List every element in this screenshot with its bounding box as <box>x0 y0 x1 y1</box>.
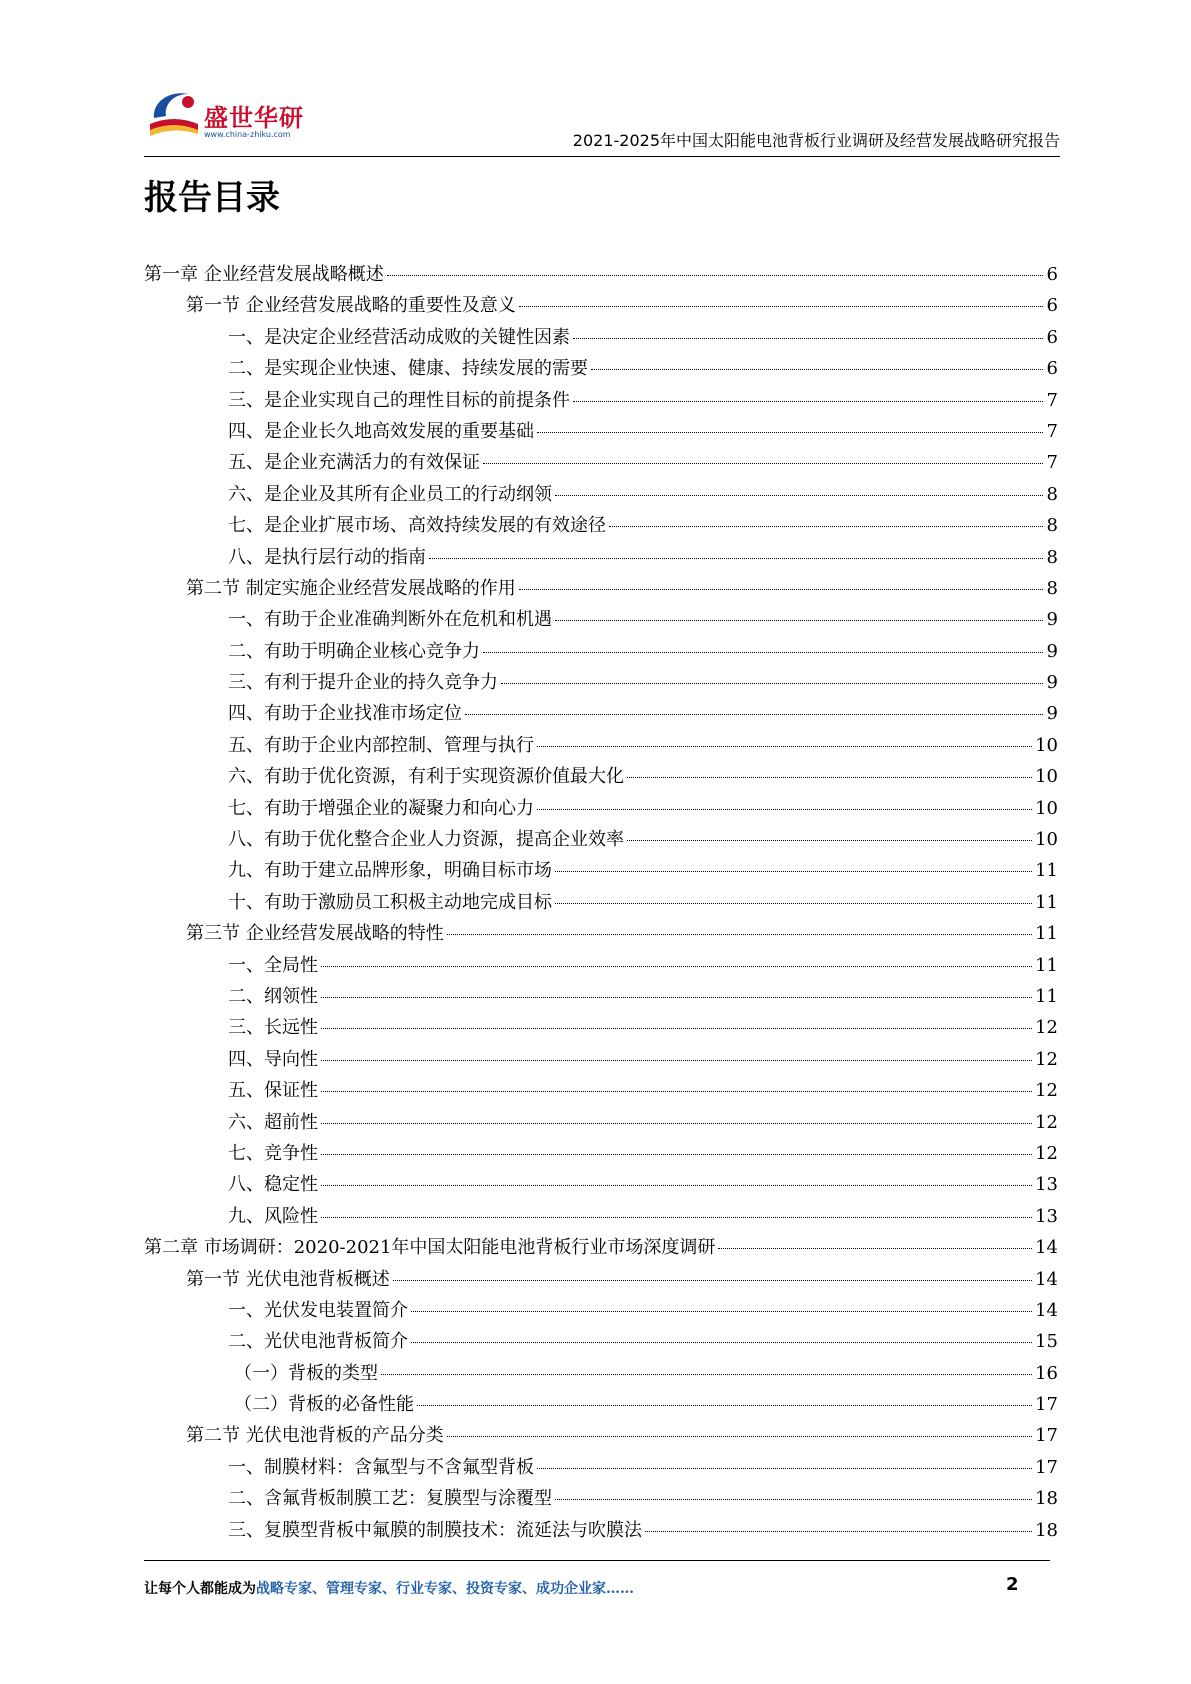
toc-entry-page: 13 <box>1035 1174 1058 1196</box>
toc-entry-page: 17 <box>1035 1394 1058 1416</box>
toc-dot-leader <box>381 1374 1032 1375</box>
toc-entry[interactable] <box>144 919 1058 950</box>
toc-entry-title: 四、是企业长久地高效发展的重要基础 <box>228 420 534 442</box>
toc-entry-page: 9 <box>1046 672 1058 694</box>
toc-entry-page: 12 <box>1035 1142 1058 1164</box>
logo-emblem-icon <box>144 84 204 144</box>
toc-entry-title: 六、是企业及其所有企业员工的行动纲领 <box>228 483 552 505</box>
toc-entry-title: 九、有助于建立品牌形象，明确目标市场 <box>228 860 552 882</box>
toc-entry[interactable] <box>144 1516 1058 1547</box>
toc-entry-page: 12 <box>1035 1111 1058 1133</box>
header-divider <box>144 156 1060 157</box>
toc-dot-leader <box>555 871 1032 872</box>
toc-entry-title: 八、是执行层行动的指南 <box>228 546 426 568</box>
toc-entry[interactable] <box>144 1327 1058 1358</box>
toc-entry-title: 一、有助于企业准确判断外在危机和机遇 <box>228 609 552 631</box>
toc-entry[interactable] <box>144 1202 1058 1233</box>
page-number: 2 <box>1006 1574 1019 1595</box>
toc-entry[interactable] <box>144 1359 1058 1390</box>
toc-entry[interactable] <box>144 1013 1058 1044</box>
toc-entry[interactable] <box>144 699 1058 730</box>
toc-entry-page: 17 <box>1035 1456 1058 1478</box>
toc-entry-page: 11 <box>1035 985 1058 1007</box>
toc-entry[interactable] <box>144 1484 1058 1515</box>
toc-entry-title: 二、是实现企业快速、健康、持续发展的需要 <box>228 358 588 380</box>
toc-entry-page: 11 <box>1035 860 1058 882</box>
toc-entry[interactable] <box>144 511 1058 542</box>
toc-entry[interactable] <box>144 480 1058 511</box>
toc-entry-page: 11 <box>1035 923 1058 945</box>
toc-entry-title: 一、是决定企业经营活动成败的关键性因素 <box>228 326 570 348</box>
toc-entry-page: 8 <box>1046 483 1058 505</box>
footer-divider <box>144 1560 1050 1561</box>
toc-dot-leader <box>321 1028 1032 1029</box>
toc-entry[interactable] <box>144 731 1058 762</box>
toc-entry-page: 11 <box>1035 954 1058 976</box>
toc-entry-title: （一）背板的类型 <box>234 1362 378 1384</box>
toc-entry-title: 六、超前性 <box>228 1111 318 1133</box>
toc-entry[interactable] <box>144 1233 1058 1264</box>
toc-dot-leader <box>321 1217 1032 1218</box>
logo-name: 盛世华研 <box>204 104 304 132</box>
toc-entry-page: 12 <box>1035 1080 1058 1102</box>
toc-dot-leader <box>537 432 1043 433</box>
toc-entry-title: 八、有助于优化整合企业人力资源，提高企业效率 <box>228 829 624 851</box>
toc-entry-title: 第三节 企业经营发展战略的特性 <box>186 923 444 945</box>
page-footer <box>144 1578 1024 1598</box>
toc-entry[interactable] <box>144 1421 1058 1452</box>
toc-entry-page: 8 <box>1046 515 1058 537</box>
toc-dot-leader <box>519 306 1043 307</box>
toc-entry-title: 第二章 市场调研：2020-2021年中国太阳能电池背板行业市场深度调研 <box>144 1237 716 1259</box>
toc-entry[interactable] <box>144 417 1058 448</box>
toc-entry-page: 12 <box>1035 1048 1058 1070</box>
toc-entry-page: 14 <box>1035 1237 1058 1259</box>
toc-entry[interactable] <box>144 637 1058 668</box>
toc-entry-page: 16 <box>1035 1362 1058 1384</box>
toc-entry-title: 二、纲领性 <box>228 985 318 1007</box>
toc-entry-page: 7 <box>1046 420 1058 442</box>
toc-dot-leader <box>417 1405 1032 1406</box>
toc-entry-title: 一、全局性 <box>228 954 318 976</box>
toc-entry-page: 18 <box>1035 1488 1058 1510</box>
toc-entry-title: 一、光伏发电装置简介 <box>228 1299 408 1321</box>
toc-entry-title: 五、有助于企业内部控制、管理与执行 <box>228 734 534 756</box>
toc-entry[interactable] <box>144 982 1058 1013</box>
toc-entry[interactable] <box>144 1108 1058 1139</box>
toc-entry[interactable] <box>144 1390 1058 1421</box>
toc-dot-leader <box>537 746 1032 747</box>
toc-entry-page: 8 <box>1046 577 1058 599</box>
toc-entry[interactable] <box>144 574 1058 605</box>
toc-entry-title: 第二节 光伏电池背板的产品分类 <box>186 1425 444 1447</box>
toc-entry-title: 六、有助于优化资源，有利于实现资源价值最大化 <box>228 766 624 788</box>
toc-entry-page: 10 <box>1035 734 1058 756</box>
toc-dot-leader <box>321 997 1032 998</box>
toc-dot-leader <box>519 589 1043 590</box>
footer-slogan-prefix: 让每个人都能成为 <box>144 1581 256 1597</box>
toc-entry[interactable] <box>144 794 1058 825</box>
toc-entry-page: 9 <box>1046 640 1058 662</box>
toc-entry-title: 七、竞争性 <box>228 1142 318 1164</box>
toc-entry[interactable] <box>144 605 1058 636</box>
toc-entry-page: 6 <box>1046 264 1058 285</box>
toc-entry-page: 10 <box>1035 797 1058 819</box>
toc-entry[interactable] <box>144 448 1058 479</box>
toc-dot-leader <box>321 1060 1032 1061</box>
toc-dot-leader <box>429 558 1043 559</box>
footer-slogan-roles: 战略专家、管理专家、行业专家、投资专家、成功企业家…… <box>256 1581 634 1597</box>
toc-entry-title: 三、有利于提升企业的持久竞争力 <box>228 672 498 694</box>
toc-entry-title: 第一节 企业经营发展战略的重要性及意义 <box>186 295 516 317</box>
toc-entry-title: 二、含氟背板制膜工艺：复膜型与涂覆型 <box>228 1488 552 1510</box>
toc-dot-leader <box>573 401 1043 402</box>
toc-entry[interactable] <box>144 291 1058 322</box>
toc-dot-leader <box>573 338 1043 339</box>
toc-dot-leader <box>321 966 1032 967</box>
toc-entry[interactable] <box>144 825 1058 856</box>
toc-entry-page: 13 <box>1035 1205 1058 1227</box>
toc-dot-leader <box>321 1091 1032 1092</box>
toc-entry-title: 第二节 制定实施企业经营发展战略的作用 <box>186 577 516 599</box>
toc-dot-leader <box>447 934 1032 935</box>
page-title: 报告目录 <box>144 178 280 218</box>
toc-dot-leader <box>555 620 1043 621</box>
toc-dot-leader <box>555 1499 1032 1500</box>
toc-entry-page: 10 <box>1035 829 1058 851</box>
toc-dot-leader <box>591 369 1043 370</box>
toc-entry-page: 18 <box>1035 1519 1058 1541</box>
toc-entry-page: 6 <box>1046 295 1058 317</box>
toc-entry-title: 四、有助于企业找准市场定位 <box>228 703 462 725</box>
toc-dot-leader <box>555 903 1032 904</box>
toc-dot-leader <box>411 1311 1032 1312</box>
toc-entry-title: 二、有助于明确企业核心竞争力 <box>228 640 480 662</box>
toc-entry[interactable] <box>144 1453 1058 1484</box>
toc-entry[interactable] <box>144 856 1058 887</box>
toc-entry[interactable] <box>144 1139 1058 1170</box>
toc-entry-title: 三、长远性 <box>228 1017 318 1039</box>
toc-entry[interactable] <box>144 1170 1058 1201</box>
toc-entry-title: 五、是企业充满活力的有效保证 <box>228 452 480 474</box>
toc-entry-title: 四、导向性 <box>228 1048 318 1070</box>
toc-entry-title: 二、光伏电池背板简介 <box>228 1331 408 1353</box>
toc-entry-page: 6 <box>1046 358 1058 380</box>
toc-entry-page: 6 <box>1046 326 1058 348</box>
page-header <box>144 84 1060 160</box>
toc-dot-leader <box>393 1280 1032 1281</box>
toc-dot-leader <box>627 777 1032 778</box>
toc-entry-title: 一、制膜材料：含氟型与不含氟型背板 <box>228 1456 534 1478</box>
toc-entry-title: 七、是企业扩展市场、高效持续发展的有效途径 <box>228 515 606 537</box>
toc-dot-leader <box>321 1185 1032 1186</box>
toc-entry-page: 10 <box>1035 766 1058 788</box>
report-title: 2021-2025年中国太阳能电池背板行业调研及经营发展战略研究报告 <box>572 131 1060 150</box>
toc-entry-title: 第一章 企业经营发展战略概述 <box>144 264 384 285</box>
toc-dot-leader <box>718 1248 1032 1249</box>
toc-entry[interactable] <box>144 668 1058 699</box>
toc-entry-title: （二）背板的必备性能 <box>234 1394 414 1416</box>
toc-dot-leader <box>321 1154 1032 1155</box>
toc-entry[interactable] <box>144 888 1058 919</box>
toc-entry[interactable] <box>144 762 1058 793</box>
toc-entry[interactable] <box>144 354 1058 385</box>
toc-entry-title: 七、有助于增强企业的凝聚力和向心力 <box>228 797 534 819</box>
toc-dot-leader <box>501 683 1043 684</box>
toc-dot-leader <box>411 1342 1032 1343</box>
toc-entry[interactable] <box>144 543 1058 574</box>
toc-entry-page: 9 <box>1046 703 1058 725</box>
toc-entry[interactable] <box>144 260 1058 291</box>
toc-entry[interactable] <box>144 386 1058 417</box>
toc-entry[interactable] <box>144 1076 1058 1107</box>
toc-entry[interactable] <box>144 1265 1058 1296</box>
toc-entry-page: 17 <box>1035 1425 1058 1447</box>
logo-url: www.china-zhiku.com <box>204 130 291 139</box>
table-of-contents <box>144 260 1058 1547</box>
company-logo <box>144 84 344 148</box>
toc-dot-leader <box>483 652 1043 653</box>
toc-entry-page: 7 <box>1046 389 1058 411</box>
toc-entry-page: 11 <box>1035 891 1058 913</box>
toc-entry-page: 9 <box>1046 609 1058 631</box>
toc-entry-title: 十、有助于激励员工积极主动地完成目标 <box>228 891 552 913</box>
toc-entry[interactable] <box>144 1296 1058 1327</box>
toc-dot-leader <box>609 526 1043 527</box>
toc-entry[interactable] <box>144 323 1058 354</box>
toc-entry[interactable] <box>144 1045 1058 1076</box>
toc-entry-page: 14 <box>1035 1299 1058 1321</box>
toc-entry-page: 14 <box>1035 1268 1058 1290</box>
toc-dot-leader <box>645 1531 1032 1532</box>
toc-entry-title: 九、风险性 <box>228 1205 318 1227</box>
toc-entry-title: 三、是企业实现自己的理性目标的前提条件 <box>228 389 570 411</box>
toc-entry-title: 八、稳定性 <box>228 1174 318 1196</box>
toc-entry-title: 五、保证性 <box>228 1080 318 1102</box>
toc-entry-page: 12 <box>1035 1017 1058 1039</box>
toc-dot-leader <box>555 495 1043 496</box>
toc-entry-page: 8 <box>1046 546 1058 568</box>
toc-dot-leader <box>321 1123 1032 1124</box>
toc-dot-leader <box>627 840 1032 841</box>
toc-entry-page: 15 <box>1035 1331 1058 1353</box>
toc-dot-leader <box>537 1468 1032 1469</box>
toc-dot-leader <box>387 275 1043 276</box>
toc-entry-title: 三、复膜型背板中氟膜的制膜技术：流延法与吹膜法 <box>228 1519 642 1541</box>
toc-entry-title: 第一节 光伏电池背板概述 <box>186 1268 390 1290</box>
toc-dot-leader <box>465 714 1043 715</box>
toc-dot-leader <box>537 809 1032 810</box>
toc-dot-leader <box>447 1436 1032 1437</box>
toc-entry-page: 7 <box>1046 452 1058 474</box>
toc-dot-leader <box>483 463 1043 464</box>
toc-entry[interactable] <box>144 951 1058 982</box>
